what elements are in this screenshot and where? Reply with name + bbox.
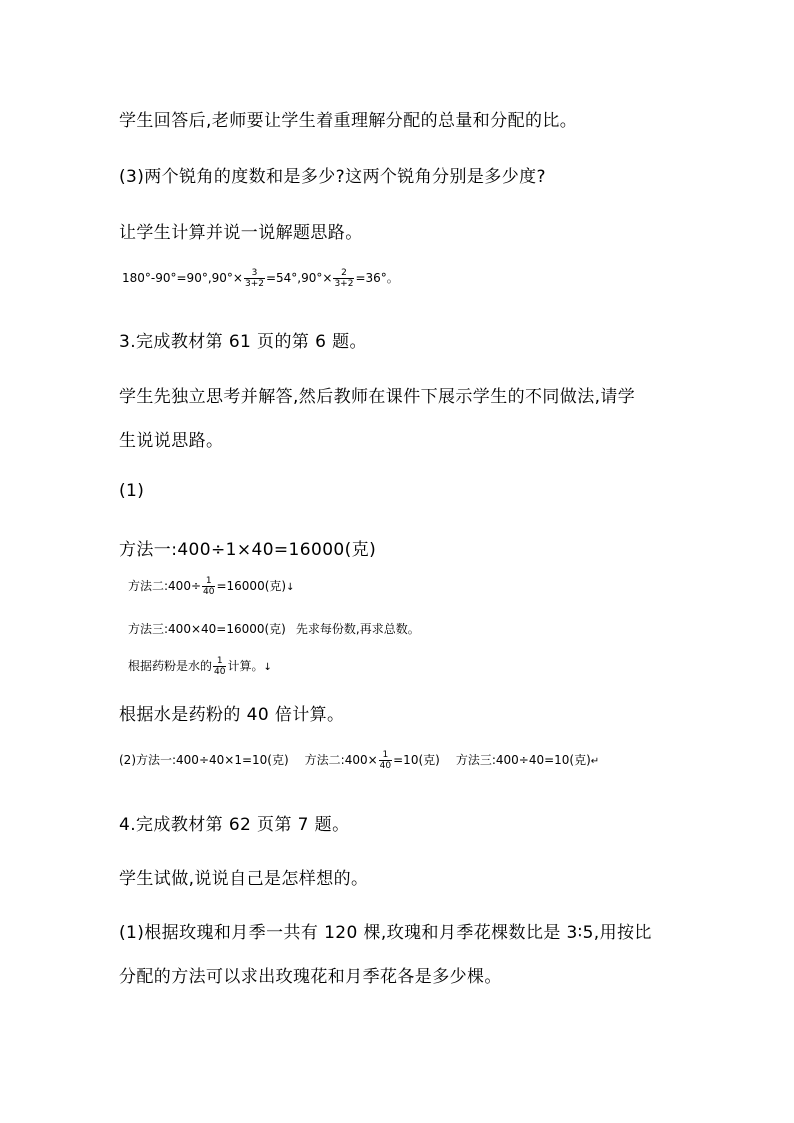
method-1: 方法一:400÷1×40=16000(克) [119,540,377,560]
formula-text: 180°-90°=90°,90°× [122,271,243,285]
paragraph-mark: ↓ [263,662,272,673]
fraction-2-over-5: $\frac{2}{3+2}$ [334,268,354,289]
formula-text: =36°。 [355,271,399,285]
formula-text: =54°,90°× [265,271,333,285]
paragraph-student-work-cont: 生说说思路。 [119,431,224,451]
paragraph-student-work: 学生先独立思考并解答,然后教师在课件下展示学生的不同做法,请学 [119,387,636,407]
fraction-1-over-40: $\frac{1}{40}$ [214,656,226,677]
question-3: (3)两个锐角的度数和是多少?这两个锐角分别是多少度? [119,167,546,187]
method-note-water: 根据水是药粉的 40 倍计算。 [119,705,345,725]
task-3-heading: 3.完成教材第 61 页的第 6 题。 [119,332,367,352]
method-3: 方法三:400×40=16000(克) 先求每份数,再求总数。 [128,622,420,636]
subpart-2-methods: (2)方法一:400÷40×1=10(克) 方法二:400× $\frac{1}{40}$ =10(克) 方法三:400÷40=10(克)↵ [119,750,600,771]
method-note-powder: 根据药粉是水的 $\frac{1}{40}$ 计算。↓ [128,656,272,677]
paragraph-teacher-note: 学生回答后,老师要让学生着重理解分配的总量和分配的比。 [119,111,578,131]
subpart-1-label: (1) [119,481,145,501]
fraction-1-over-40: $\frac{1}{40}$ [379,750,392,771]
paragraph-instruction: 让学生计算并说一说解题思路。 [119,223,363,243]
paragraph-mark: ↓ [286,582,295,593]
task-4-heading: 4.完成教材第 62 页第 7 题。 [119,815,350,835]
method-2: 方法二:400÷ $\frac{1}{40}$ =16000(克)↓ [128,576,295,597]
fraction-3-over-5: $\frac{3}{3+2}$ [244,268,264,289]
subpart-1-roses: (1)根据玫瑰和月季一共有 120 棵,玫瑰和月季花棵数比是 3∶5,用按比 [119,923,652,943]
formula-angle-calculation [122,268,399,289]
fraction-1-over-40: $\frac{1}{40}$ [203,576,215,597]
paragraph-student-try: 学生试做,说说自己是怎样想的。 [119,869,369,889]
paragraph-mark: ↵ [590,756,600,767]
subpart-1-roses-cont: 分配的方法可以求出玫瑰花和月季花各是多少棵。 [119,967,502,987]
